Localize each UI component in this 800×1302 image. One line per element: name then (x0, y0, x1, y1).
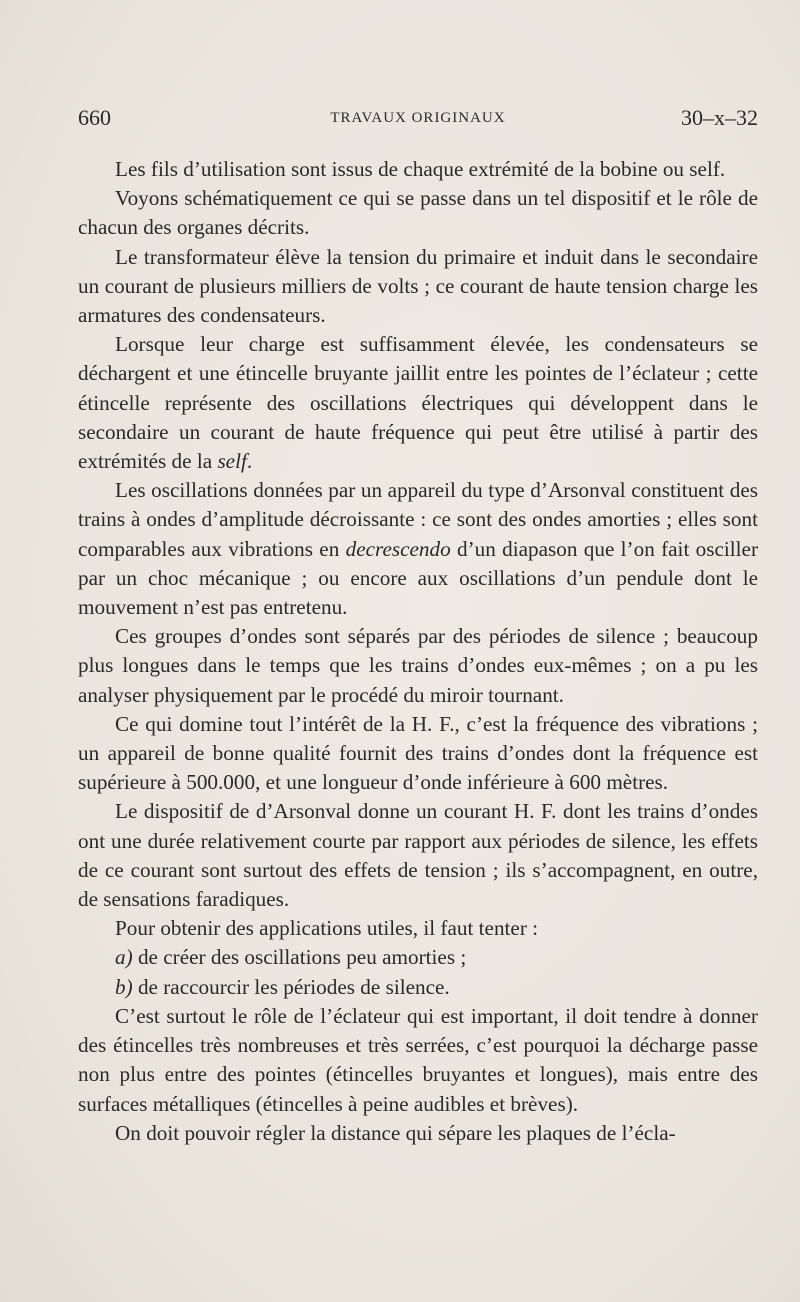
page-number: 660 (78, 105, 111, 130)
running-title: TRAVAUX ORIGINAUX (330, 110, 506, 126)
paragraph: Les fils d’utilisation sont issus de chaque extrémité de la bobine ou self. (115, 157, 726, 181)
list-item (78, 973, 758, 1002)
list-item-text: de créer des oscillations peu amorties ; (132, 945, 467, 970)
body-text (78, 155, 758, 1148)
list-marker: a) (115, 945, 133, 970)
italic-term: decrescendo (345, 536, 451, 561)
list-marker: b) (115, 974, 133, 999)
paragraph: Le transformateur élève la tension du primaire et induit dans le secondaire un courant de plusieurs milliers de volts ; ce courant de haute tension charge les armatures des condensateurs. (78, 244, 758, 328)
italic-term: self (217, 449, 247, 474)
paragraph-text: Lorsque leur charge est suffisamment élevée, les condensateurs se déchargent et une étincelle bruyante jaillit entre les pointes de l’éclateur ; cette étincelle représente des oscillations électriques qui développent dans le secondaire un courant de haute fréquence qui peut être utilisé à partir des extrémités de la (78, 332, 758, 474)
list-item-text: de raccourcir les périodes de silence. (132, 974, 450, 999)
issue-date: 30–x–32 (681, 105, 758, 130)
paragraph: C’est surtout le rôle de l’éclateur qui est important, il doit tendre à donner des étincelles très nombreuses et très serrées, c’est pourquoi la décharge passe non plus entre des pointes (étincelles bruyantes et longues), mais entre des surfaces métalliques (étincelles à peine audibles et brèves). (78, 1003, 758, 1116)
paragraph: On doit pouvoir régler la distance qui sépare les plaques de l’écla- (115, 1120, 676, 1145)
list-item (78, 943, 758, 972)
running-head (78, 101, 758, 135)
paragraph: Le dispositif de d’Arsonval donne un courant H. F. dont les trains d’ondes ont une durée relativement courte par rapport aux périodes de silence, les effets de ce courant sont surtout des effets de tension ; ils s’accompagnent, en outre, de sensations faradiques. (78, 799, 758, 912)
paragraph-text: . (246, 449, 253, 474)
paragraph: Voyons schématiquement ce qui se passe dans un tel dispositif et le rôle de chacun des organes décrits. (78, 186, 758, 240)
paragraph: Ce qui domine tout l’intérêt de la H. F., c’est la fréquence des vibrations ; un appareil de bonne qualité fournit des trains d’ondes dont la fréquence est supérieure à 500.000, et une longueur d’onde inférieure à 600 mètres. (78, 711, 758, 795)
paragraph (78, 330, 758, 476)
paragraph (78, 476, 758, 622)
paragraph-text: Les oscillations données par un appareil du type d’Arsonval constituent des trains à ondes d’amplitude décroissante : ce sont des ondes amorties ; elles sont comparables aux vibrations en (78, 478, 758, 561)
paragraph: Ces groupes d’ondes sont séparés par des périodes de silence ; beaucoup plus longues dans le temps que les trains d’ondes eux-mêmes ; on a pu les analyser physiquement par le procédé du miroir tournant. (78, 624, 758, 707)
paragraph-text: d’un diapason que l’on fait osciller par un choc mécanique ; ou encore aux oscillations d’un pendule dont le mouvement n’est pas entretenu. (78, 536, 758, 620)
paragraph: Pour obtenir des applications utiles, il faut tenter : (115, 916, 539, 941)
